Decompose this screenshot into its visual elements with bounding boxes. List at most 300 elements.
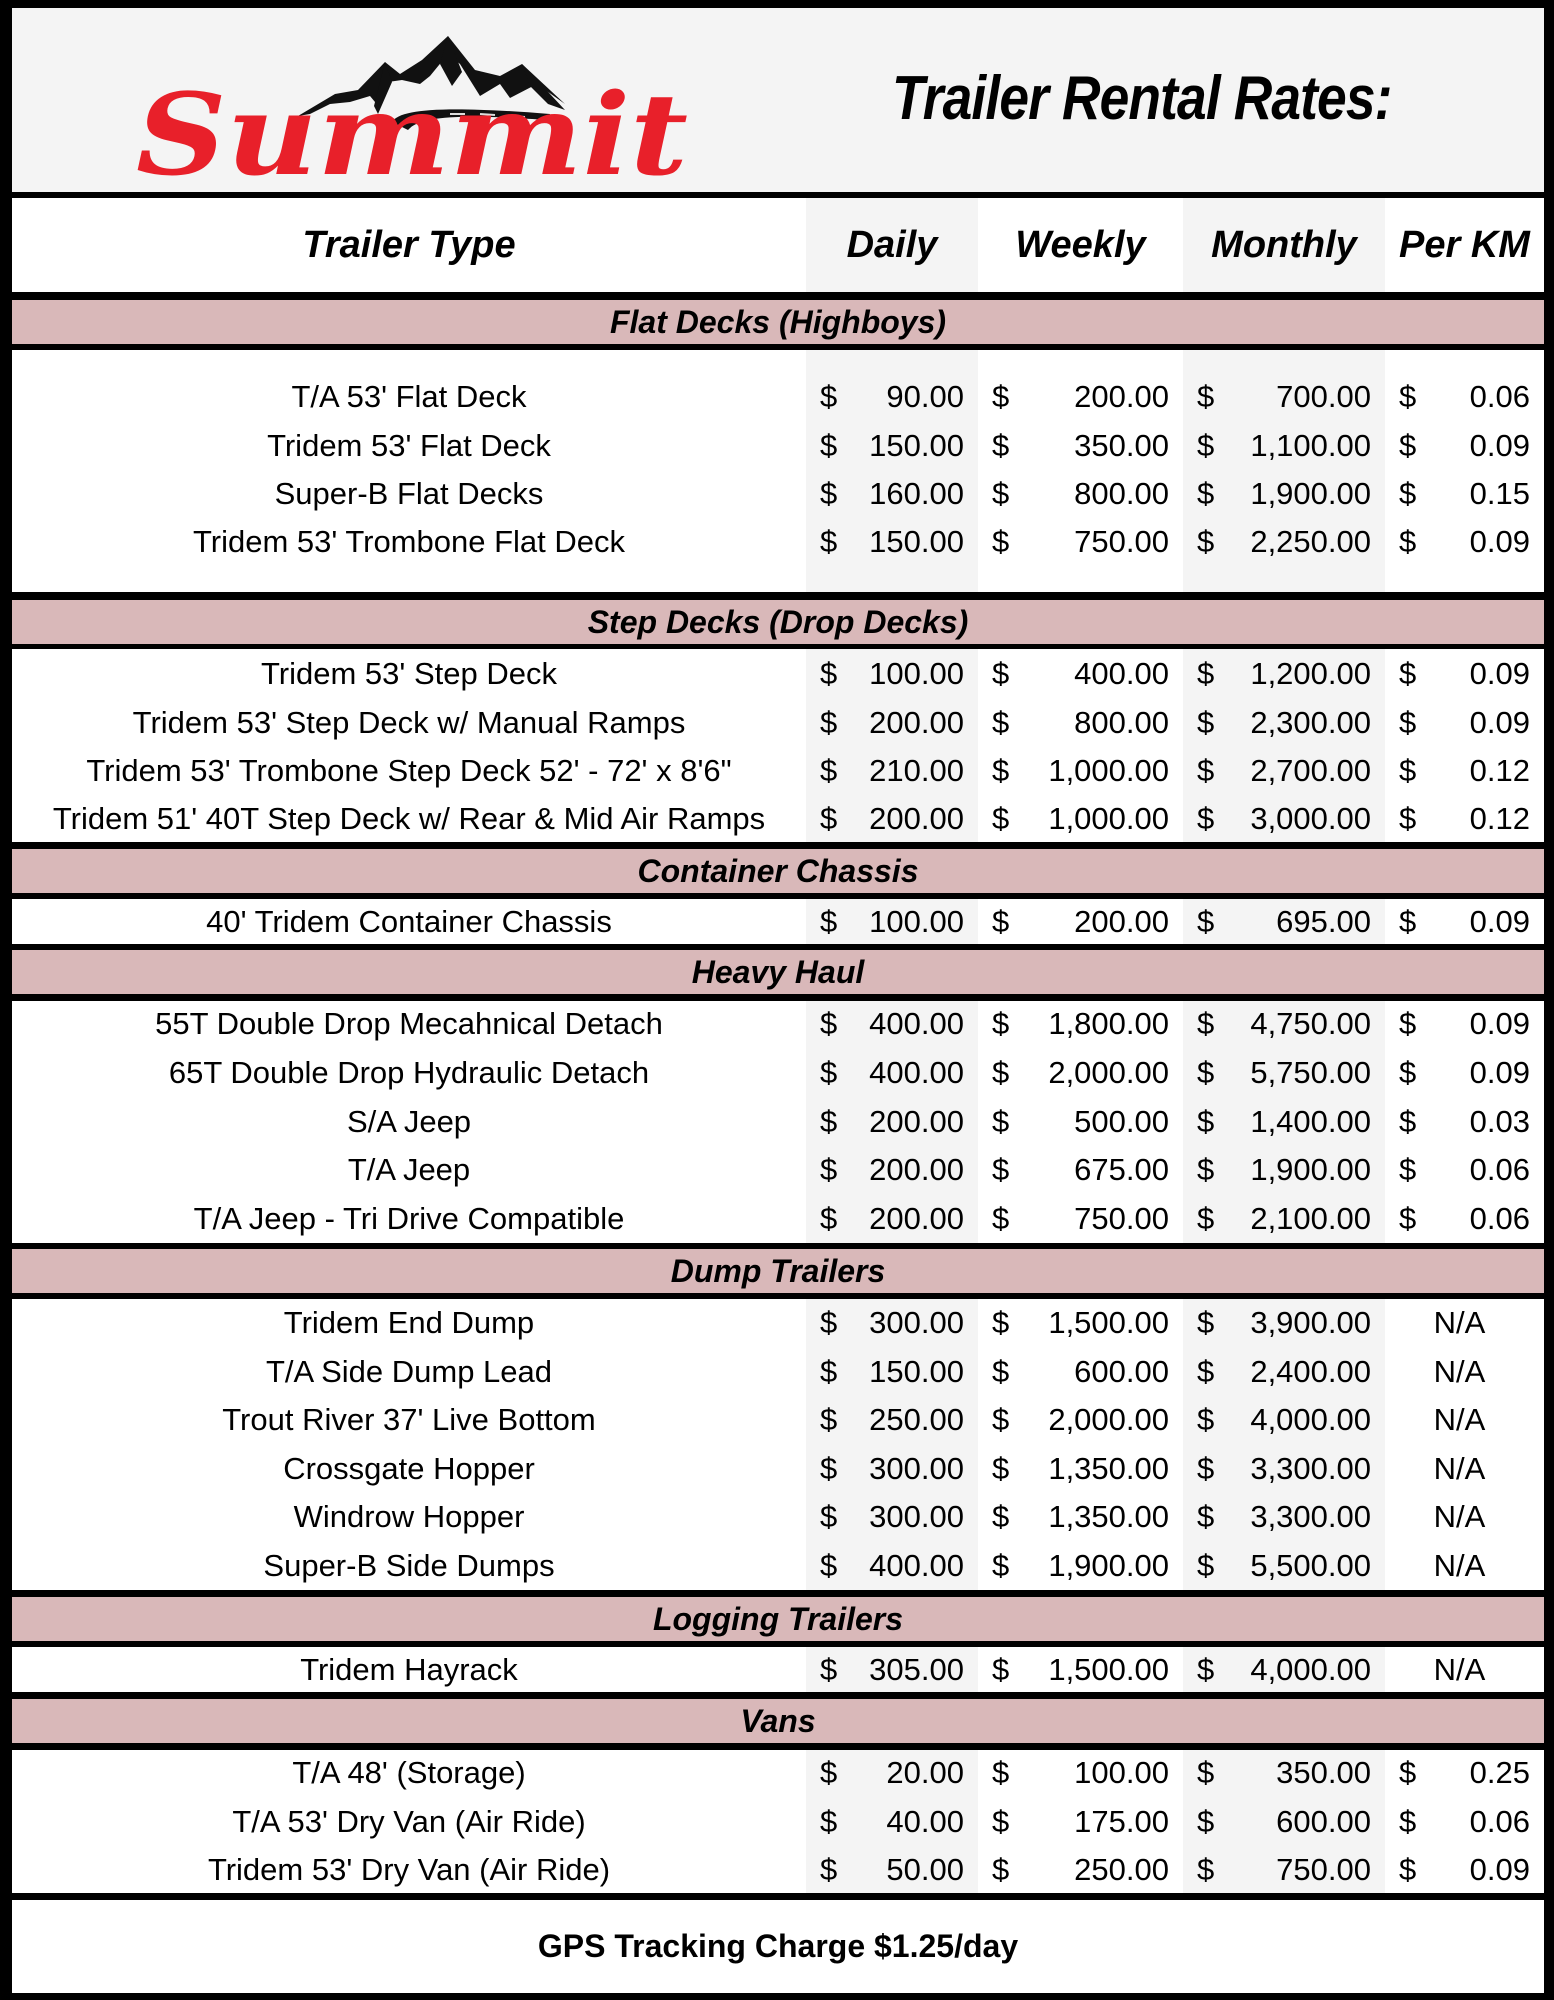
rate-row <box>12 1645 1544 1694</box>
rate-value: 4,000.00 <box>1250 1652 1371 1687</box>
rate-value: 1,500.00 <box>1048 1652 1169 1687</box>
rate-row <box>12 517 1544 566</box>
currency-symbol: $ <box>1197 428 1215 463</box>
trailer-type: T/A Side Dump Lead <box>265 1354 553 1389</box>
rate-value: 0.09 <box>1469 1852 1530 1887</box>
rate-value: 600.00 <box>1276 1804 1371 1839</box>
rate-value: 0.25 <box>1469 1755 1530 1790</box>
currency-symbol: $ <box>820 1305 838 1340</box>
rate-value: 0.15 <box>1469 476 1530 511</box>
rate-value: 305.00 <box>869 1652 964 1687</box>
column-header-weekly: Weekly <box>1015 223 1146 266</box>
rate-per-km <box>1399 517 1530 566</box>
currency-symbol: $ <box>1399 705 1417 740</box>
rate-weekly <box>992 1845 1169 1894</box>
rate-value: 0.09 <box>1469 656 1530 691</box>
currency-symbol: $ <box>992 428 1010 463</box>
rate-value: 200.00 <box>1074 379 1169 414</box>
rate-per-km <box>1399 421 1530 470</box>
trailer-type: Tridem 53' Step Deck <box>261 656 557 691</box>
rate-weekly <box>992 372 1169 421</box>
rate-daily <box>820 1845 964 1894</box>
rate-monthly <box>1197 794 1371 843</box>
rate-value: 800.00 <box>1074 476 1169 511</box>
rate-weekly <box>992 1298 1169 1347</box>
rate-value: 350.00 <box>1276 1755 1371 1790</box>
currency-symbol: $ <box>820 1652 838 1687</box>
rate-value: 0.09 <box>1469 705 1530 740</box>
currency-symbol: $ <box>1399 1804 1417 1839</box>
currency-symbol: $ <box>1399 1755 1417 1790</box>
rate-value: 2,000.00 <box>1048 1055 1169 1090</box>
rate-weekly <box>992 1645 1169 1694</box>
trailer-type: S/A Jeep <box>346 1104 472 1139</box>
rate-per-km <box>1399 649 1530 698</box>
rate-row <box>12 897 1544 946</box>
rate-row <box>12 1194 1544 1243</box>
rate-value: 695.00 <box>1276 904 1371 939</box>
currency-symbol: $ <box>1197 656 1215 691</box>
rate-daily <box>820 649 964 698</box>
currency-symbol: $ <box>1197 1548 1215 1583</box>
rate-row <box>12 421 1544 470</box>
rate-monthly <box>1197 517 1371 566</box>
rate-per-km <box>1399 1797 1530 1846</box>
currency-symbol: $ <box>1399 904 1417 939</box>
rate-value: 1,100.00 <box>1250 428 1371 463</box>
rate-row <box>12 1097 1544 1146</box>
rate-weekly <box>992 1097 1169 1146</box>
rate-weekly <box>992 1347 1169 1396</box>
trailer-type: Tridem 53' Trombone Step Deck 52' - 72' x 8'6" <box>86 753 732 788</box>
rate-value: 2,250.00 <box>1250 524 1371 559</box>
rate-per-km <box>1399 469 1530 518</box>
currency-symbol: $ <box>820 705 838 740</box>
rate-value: 1,000.00 <box>1048 753 1169 788</box>
currency-symbol: $ <box>820 1104 838 1139</box>
rate-value: 0.03 <box>1469 1104 1530 1139</box>
rate-value: 300.00 <box>869 1451 964 1486</box>
rate-value: 1,900.00 <box>1250 476 1371 511</box>
rate-row <box>12 794 1544 843</box>
rate-weekly <box>992 897 1169 946</box>
rate-value: 100.00 <box>869 656 964 691</box>
rate-monthly <box>1197 1347 1371 1396</box>
rate-monthly <box>1197 372 1371 421</box>
trailer-type: Super-B Flat Decks <box>274 476 544 511</box>
rate-value: 0.06 <box>1469 1804 1530 1839</box>
rate-monthly <box>1197 1145 1371 1194</box>
rate-weekly <box>992 999 1169 1048</box>
rate-row <box>12 1145 1544 1194</box>
trailer-type: 65T Double Drop Hydraulic Detach <box>168 1055 650 1090</box>
currency-symbol: $ <box>1197 379 1215 414</box>
column-header-daily: Daily <box>806 198 978 292</box>
currency-symbol: $ <box>992 1499 1010 1534</box>
rate-value: 1,900.00 <box>1250 1152 1371 1187</box>
rate-daily <box>820 421 964 470</box>
rate-value: 90.00 <box>886 379 964 414</box>
currency-symbol: $ <box>820 801 838 836</box>
currency-symbol: $ <box>1197 1652 1215 1687</box>
rate-row <box>12 1845 1544 1894</box>
rate-per-km <box>1399 1097 1530 1146</box>
rate-daily <box>820 1797 964 1846</box>
rate-monthly <box>1197 1541 1371 1590</box>
currency-symbol: $ <box>820 1402 838 1437</box>
rate-value: 20.00 <box>886 1755 964 1790</box>
rate-monthly <box>1197 649 1371 698</box>
rate-weekly <box>992 794 1169 843</box>
rate-monthly <box>1197 1395 1371 1444</box>
currency-symbol: $ <box>820 524 838 559</box>
rate-daily <box>820 1298 964 1347</box>
trailer-type: Crossgate Hopper <box>283 1451 535 1486</box>
currency-symbol: $ <box>1197 1305 1215 1340</box>
currency-symbol: $ <box>1399 1006 1417 1041</box>
page-title: Trailer Rental Rates: <box>892 64 1392 133</box>
rate-value: 1,900.00 <box>1048 1548 1169 1583</box>
rate-weekly <box>992 746 1169 795</box>
rate-monthly <box>1197 1194 1371 1243</box>
rate-value: 700.00 <box>1276 379 1371 414</box>
rate-value: 5,500.00 <box>1250 1548 1371 1583</box>
rate-per-km <box>1399 1048 1530 1097</box>
currency-symbol: $ <box>820 1451 838 1486</box>
currency-symbol: $ <box>992 1755 1010 1790</box>
currency-symbol: $ <box>992 753 1010 788</box>
rate-per-km <box>1399 999 1530 1048</box>
rate-daily <box>820 1645 964 1694</box>
rate-daily <box>820 746 964 795</box>
currency-symbol: $ <box>1399 524 1417 559</box>
rate-per-km <box>1399 1845 1530 1894</box>
rate-row <box>12 1347 1544 1396</box>
rate-weekly <box>992 649 1169 698</box>
rate-row <box>12 999 1544 1048</box>
rate-value: 750.00 <box>1074 1201 1169 1236</box>
currency-symbol: $ <box>992 801 1010 836</box>
rate-row <box>12 1395 1544 1444</box>
rate-monthly <box>1197 698 1371 747</box>
currency-symbol: $ <box>820 1152 838 1187</box>
rate-daily <box>820 1395 964 1444</box>
rate-monthly <box>1197 1444 1371 1493</box>
currency-symbol: $ <box>1197 1451 1215 1486</box>
rate-value: 750.00 <box>1074 524 1169 559</box>
summit-logo <box>130 24 700 184</box>
rate-per-km <box>1399 1145 1530 1194</box>
currency-symbol: $ <box>992 656 1010 691</box>
rate-value: 3,900.00 <box>1250 1305 1371 1340</box>
rate-value: 675.00 <box>1074 1152 1169 1187</box>
rate-monthly <box>1197 1645 1371 1694</box>
rate-daily <box>820 1347 964 1396</box>
rate-value: 3,300.00 <box>1250 1451 1371 1486</box>
rate-value: 1,350.00 <box>1048 1451 1169 1486</box>
rate-value: 4,000.00 <box>1250 1402 1371 1437</box>
rate-value: 250.00 <box>869 1402 964 1437</box>
rate-daily <box>820 1444 964 1493</box>
rate-value: 0.09 <box>1469 904 1530 939</box>
rate-weekly <box>992 517 1169 566</box>
currency-symbol: $ <box>1197 1104 1215 1139</box>
currency-symbol: $ <box>820 1804 838 1839</box>
currency-symbol: $ <box>992 1305 1010 1340</box>
rate-value: 1,800.00 <box>1048 1006 1169 1041</box>
currency-symbol: $ <box>820 1201 838 1236</box>
rate-monthly <box>1197 469 1371 518</box>
rate-row <box>12 1048 1544 1097</box>
currency-symbol: $ <box>820 904 838 939</box>
currency-symbol: $ <box>992 379 1010 414</box>
page-header <box>12 8 1544 192</box>
rate-value: 3,000.00 <box>1250 801 1371 836</box>
currency-symbol: $ <box>820 1499 838 1534</box>
currency-symbol: $ <box>820 656 838 691</box>
rate-value: 3,300.00 <box>1250 1499 1371 1534</box>
currency-symbol: $ <box>1399 379 1417 414</box>
rate-row <box>12 1298 1544 1347</box>
section-header: Container Chassis <box>12 849 1544 893</box>
currency-symbol: $ <box>1399 476 1417 511</box>
rate-value: 5,750.00 <box>1250 1055 1371 1090</box>
currency-symbol: $ <box>1197 476 1215 511</box>
rate-value: 1,400.00 <box>1250 1104 1371 1139</box>
currency-symbol: $ <box>1399 1055 1417 1090</box>
rate-value: 1,200.00 <box>1250 656 1371 691</box>
rate-monthly <box>1197 1048 1371 1097</box>
rate-weekly <box>992 1194 1169 1243</box>
rate-daily <box>820 372 964 421</box>
currency-symbol: $ <box>820 428 838 463</box>
rate-monthly <box>1197 1492 1371 1541</box>
rate-value: 300.00 <box>869 1499 964 1534</box>
rate-value: 1,500.00 <box>1048 1305 1169 1340</box>
rate-per-km <box>1399 794 1530 843</box>
trailer-type: 55T Double Drop Mecahnical Detach <box>155 1006 663 1041</box>
rate-row <box>12 1492 1544 1541</box>
trailer-type: T/A 48' (Storage) <box>292 1755 526 1790</box>
rate-daily <box>820 698 964 747</box>
currency-symbol: $ <box>820 1006 838 1041</box>
rate-daily <box>820 1194 964 1243</box>
rate-row <box>12 746 1544 795</box>
currency-symbol: $ <box>992 1402 1010 1437</box>
rate-daily <box>820 1748 964 1797</box>
rate-daily <box>820 1492 964 1541</box>
trailer-type: 40' Tridem Container Chassis <box>206 904 612 939</box>
currency-symbol: $ <box>992 1006 1010 1041</box>
currency-symbol: $ <box>992 1201 1010 1236</box>
rate-value: 0.09 <box>1469 524 1530 559</box>
currency-symbol: $ <box>1197 1152 1215 1187</box>
rate-row <box>12 1444 1544 1493</box>
currency-symbol: $ <box>820 1548 838 1583</box>
rate-per-km <box>1399 746 1530 795</box>
rate-daily <box>820 999 964 1048</box>
rate-value: 2,100.00 <box>1250 1201 1371 1236</box>
rate-daily <box>820 469 964 518</box>
rate-value: 2,400.00 <box>1250 1354 1371 1389</box>
rate-row <box>12 698 1544 747</box>
rate-value: 0.09 <box>1469 1055 1530 1090</box>
rate-value: 2,700.00 <box>1250 753 1371 788</box>
trailer-type: Tridem 53' Step Deck w/ Manual Ramps <box>132 705 686 740</box>
rate-value: 0.09 <box>1469 428 1530 463</box>
rate-value: 175.00 <box>1074 1804 1169 1839</box>
rate-per-km <box>1399 1194 1530 1243</box>
rate-value: 0.09 <box>1469 1006 1530 1041</box>
trailer-type: Super-B Side Dumps <box>263 1548 555 1583</box>
rate-per-km <box>1399 1748 1530 1797</box>
rate-monthly <box>1197 746 1371 795</box>
section-header: Vans <box>12 1699 1544 1743</box>
trailer-type: Tridem 51' 40T Step Deck w/ Rear & Mid Air Ramps <box>52 801 766 836</box>
trailer-type: Tridem 53' Trombone Flat Deck <box>192 524 626 559</box>
trailer-type: Tridem 53' Dry Van (Air Ride) <box>207 1852 611 1887</box>
currency-symbol: $ <box>992 1152 1010 1187</box>
trailer-type: T/A Jeep - Tri Drive Compatible <box>193 1201 625 1236</box>
trailer-type: Windrow Hopper <box>293 1499 525 1534</box>
rate-value: 210.00 <box>869 753 964 788</box>
rate-daily <box>820 1541 964 1590</box>
currency-symbol: $ <box>1197 1201 1215 1236</box>
rate-value: 0.12 <box>1469 753 1530 788</box>
rate-per-km <box>1399 698 1530 747</box>
currency-symbol: $ <box>1197 801 1215 836</box>
rate-value: 750.00 <box>1276 1852 1371 1887</box>
rate-weekly <box>992 421 1169 470</box>
rate-monthly <box>1197 1748 1371 1797</box>
rate-per-km-na: N/A <box>1433 1354 1486 1389</box>
currency-symbol: $ <box>1197 705 1215 740</box>
rate-value: 200.00 <box>869 705 964 740</box>
rate-value: 40.00 <box>886 1804 964 1839</box>
currency-symbol: $ <box>1197 753 1215 788</box>
rate-daily <box>820 794 964 843</box>
rate-value: 0.06 <box>1469 1152 1530 1187</box>
currency-symbol: $ <box>1399 428 1417 463</box>
currency-symbol: $ <box>1399 1104 1417 1139</box>
currency-symbol: $ <box>1197 1006 1215 1041</box>
logo-text: Summit <box>136 70 688 184</box>
rate-weekly <box>992 1048 1169 1097</box>
rate-value: 200.00 <box>869 1152 964 1187</box>
rate-value: 150.00 <box>869 428 964 463</box>
column-header-per-km: Per KM <box>1399 223 1530 266</box>
rate-value: 250.00 <box>1074 1852 1169 1887</box>
currency-symbol: $ <box>1197 1804 1215 1839</box>
rate-value: 2,000.00 <box>1048 1402 1169 1437</box>
rate-monthly <box>1197 1097 1371 1146</box>
currency-symbol: $ <box>992 1354 1010 1389</box>
rate-monthly <box>1197 421 1371 470</box>
gps-tracking-note: GPS Tracking Charge $1.25/day <box>12 1900 1544 1993</box>
rate-daily <box>820 1097 964 1146</box>
section-header: Heavy Haul <box>12 950 1544 994</box>
currency-symbol: $ <box>820 1755 838 1790</box>
rate-daily <box>820 517 964 566</box>
rate-value: 800.00 <box>1074 705 1169 740</box>
currency-symbol: $ <box>820 753 838 788</box>
currency-symbol: $ <box>820 476 838 511</box>
trailer-type: Tridem Hayrack <box>300 1652 518 1687</box>
rate-per-km-na: N/A <box>1433 1402 1486 1437</box>
rate-value: 200.00 <box>869 801 964 836</box>
currency-symbol: $ <box>992 476 1010 511</box>
rate-value: 400.00 <box>869 1006 964 1041</box>
rate-weekly <box>992 1395 1169 1444</box>
rate-value: 150.00 <box>869 524 964 559</box>
trailer-type: T/A 53' Flat Deck <box>291 379 527 414</box>
currency-symbol: $ <box>992 904 1010 939</box>
rate-monthly <box>1197 897 1371 946</box>
section-header: Logging Trailers <box>12 1597 1544 1641</box>
rate-weekly <box>992 1748 1169 1797</box>
rate-value: 200.00 <box>869 1104 964 1139</box>
rate-value: 400.00 <box>869 1548 964 1583</box>
rate-row <box>12 649 1544 698</box>
trailer-type: T/A Jeep <box>347 1152 471 1187</box>
currency-symbol: $ <box>1197 904 1215 939</box>
rate-value: 400.00 <box>869 1055 964 1090</box>
rate-value: 160.00 <box>869 476 964 511</box>
rate-row <box>12 469 1544 518</box>
currency-symbol: $ <box>1399 656 1417 691</box>
rate-weekly <box>992 1145 1169 1194</box>
rate-value: 2,300.00 <box>1250 705 1371 740</box>
rate-daily <box>820 897 964 946</box>
rate-weekly <box>992 469 1169 518</box>
rate-per-km-na: N/A <box>1433 1548 1486 1583</box>
currency-symbol: $ <box>1197 1055 1215 1090</box>
column-header-row <box>12 198 1544 292</box>
trailer-type: Trout River 37' Live Bottom <box>222 1402 596 1437</box>
rate-value: 600.00 <box>1074 1354 1169 1389</box>
currency-symbol: $ <box>992 705 1010 740</box>
rate-monthly <box>1197 1797 1371 1846</box>
rate-value: 0.12 <box>1469 801 1530 836</box>
currency-symbol: $ <box>1399 801 1417 836</box>
rate-weekly <box>992 1492 1169 1541</box>
rate-monthly <box>1197 1845 1371 1894</box>
rate-value: 1,350.00 <box>1048 1499 1169 1534</box>
rate-daily <box>820 1048 964 1097</box>
currency-symbol: $ <box>1399 753 1417 788</box>
currency-symbol: $ <box>992 1055 1010 1090</box>
trailer-type: Tridem 53' Flat Deck <box>267 428 551 463</box>
currency-symbol: $ <box>1197 1755 1215 1790</box>
rate-row <box>12 372 1544 421</box>
currency-symbol: $ <box>1399 1201 1417 1236</box>
rate-per-km <box>1399 897 1530 946</box>
currency-symbol: $ <box>992 1804 1010 1839</box>
currency-symbol: $ <box>1399 1852 1417 1887</box>
rate-monthly <box>1197 999 1371 1048</box>
rate-weekly <box>992 1444 1169 1493</box>
trailer-type: T/A 53' Dry Van (Air Ride) <box>232 1804 586 1839</box>
rate-value: 100.00 <box>869 904 964 939</box>
currency-symbol: $ <box>1197 1852 1215 1887</box>
currency-symbol: $ <box>820 1055 838 1090</box>
currency-symbol: $ <box>1197 524 1215 559</box>
currency-symbol: $ <box>1197 1354 1215 1389</box>
rate-value: 100.00 <box>1074 1755 1169 1790</box>
rate-value: 200.00 <box>869 1201 964 1236</box>
section-header: Step Decks (Drop Decks) <box>12 600 1544 644</box>
rate-daily <box>820 1145 964 1194</box>
